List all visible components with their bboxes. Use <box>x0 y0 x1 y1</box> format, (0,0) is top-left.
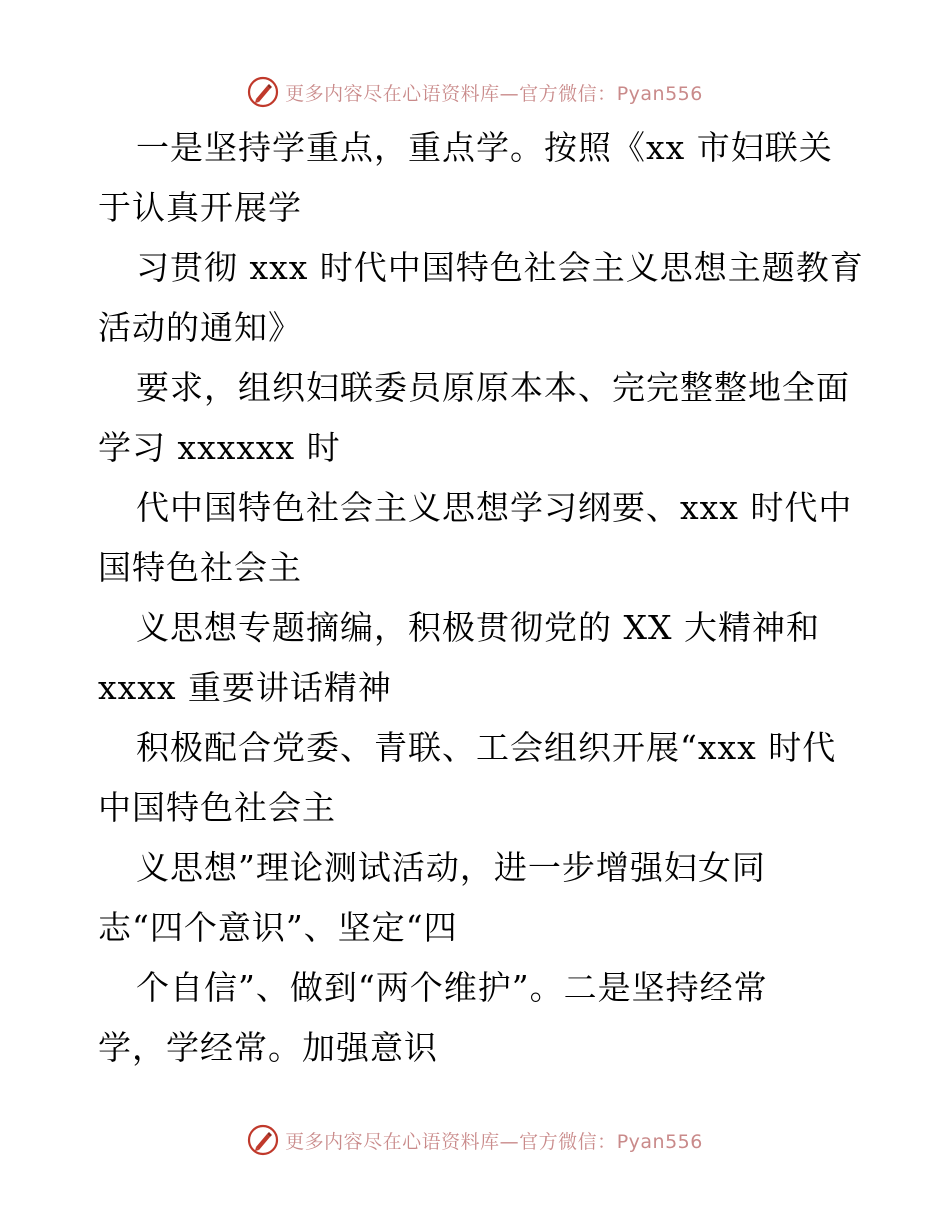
watermark-separator: — <box>499 1130 520 1153</box>
header-watermark <box>0 72 950 112</box>
watermark-text <box>285 1127 703 1154</box>
text-line: 国特色社会主 <box>98 548 302 587</box>
text-line: 活动的通知》 <box>98 308 302 347</box>
pen-logo-icon <box>247 76 279 108</box>
watermark-wechat-id: Pyan556 <box>616 1130 703 1153</box>
footer-watermark <box>0 1120 950 1160</box>
watermark-wechat-id: Pyan556 <box>616 82 703 105</box>
text-line: 代中国特色社会主义思想学习纲要、xxx 时代中 <box>136 488 853 527</box>
text-line: 习贯彻 xxx 时代中国特色社会主义思想主题教育 <box>136 248 864 287</box>
text-line: 义思想专题摘编，积极贯彻党的 XX 大精神和 <box>136 608 820 647</box>
text-line: xxxx 重要讲话精神 <box>98 668 392 707</box>
watermark-site: 更多内容尽在心语资料库 <box>285 82 500 105</box>
document-body <box>98 118 864 1078</box>
text-line: 个自信”、做到“两个维护”。二是坚持经常 <box>136 968 768 1007</box>
watermark-site: 更多内容尽在心语资料库 <box>285 1130 500 1153</box>
text-line: 义思想”理论测试活动，进一步增强妇女同 <box>136 848 766 887</box>
text-line: 一是坚持学重点，重点学。按照《xx 市妇联关 <box>136 128 833 167</box>
text-line: 中国特色社会主 <box>98 788 336 827</box>
text-line: 学习 xxxxxx 时 <box>98 428 341 467</box>
watermark-wechat-label: 官方微信： <box>519 1130 617 1153</box>
watermark-wechat-label: 官方微信： <box>519 82 617 105</box>
text-line: 要求，组织妇联委员原原本本、完完整整地全面 <box>136 368 850 407</box>
pen-logo-icon <box>247 1124 279 1156</box>
watermark-text <box>285 79 703 106</box>
text-line: 于认真开展学 <box>98 188 302 227</box>
text-line: 学，学经常。加强意识 <box>98 1028 438 1067</box>
watermark-separator: — <box>499 82 520 105</box>
text-line: 积极配合党委、青联、工会组织开展“xxx 时代 <box>136 728 837 767</box>
text-line: 志“四个意识”、坚定“四 <box>98 908 458 947</box>
